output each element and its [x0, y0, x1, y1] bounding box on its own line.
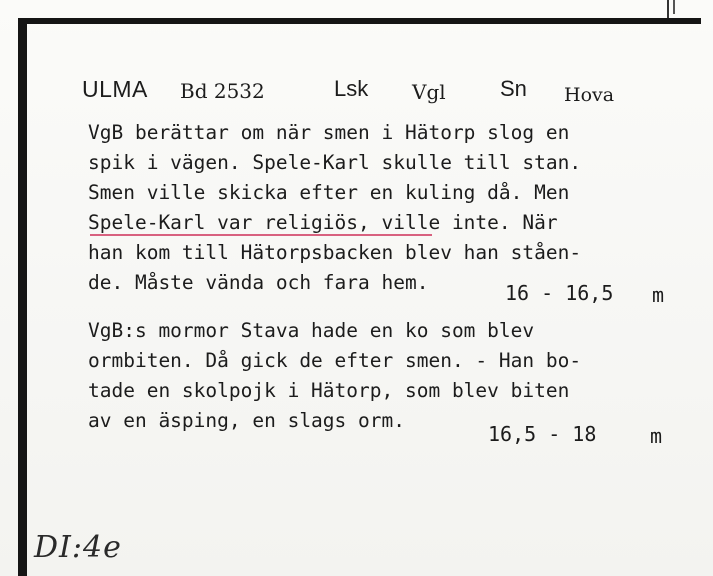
entry-line: ormbiten. Då gick de efter smen. - Han bo-	[88, 349, 582, 372]
header-name: ULMA	[82, 76, 148, 102]
entry-line: Smen ville skicka efter en kuling då. Men	[88, 181, 570, 204]
entry-line: tade en skolpojk i Hätorp, som blev biten	[88, 379, 570, 402]
entry-2-text	[88, 316, 688, 436]
entry-line: Spele-Karl var religiös, ville inte. När	[88, 211, 558, 234]
card-edge-mark	[673, 0, 675, 14]
card-left-border	[18, 18, 27, 576]
entry-1-unit: m	[652, 283, 665, 307]
card-edge-mark	[667, 0, 669, 18]
card-header	[82, 76, 642, 110]
entry-line: VgB berättar om när smen i Hätorp slog en	[88, 121, 570, 144]
entry-line: de. Måste vända och fara hem.	[88, 271, 429, 294]
header-lsk: Lsk	[334, 76, 369, 101]
header-parish: Hova	[564, 84, 615, 106]
entry-line: han kom till Hätorpsbacken blev han ståen-	[88, 241, 582, 264]
entry-1-range: 16 - 16,5	[505, 281, 614, 305]
header-province: Vgl	[412, 80, 446, 104]
entry-1-text	[88, 118, 688, 298]
entry-line: spik i vägen. Spele-Karl skulle till stan.	[88, 151, 582, 174]
card-top-border	[18, 18, 701, 24]
handwritten-underline	[90, 234, 432, 236]
entry-line: VgB:s mormor Stava hade en ko som blev	[88, 319, 535, 342]
entry-2-range: 16,5 - 18	[488, 422, 597, 446]
header-sn: Sn	[500, 76, 527, 101]
header-volume: Bd 2532	[180, 79, 265, 103]
entry-line: av en äsping, en slags orm.	[88, 409, 405, 432]
handwritten-signature: DI:4e	[34, 530, 122, 565]
entry-2-unit: m	[650, 424, 663, 448]
